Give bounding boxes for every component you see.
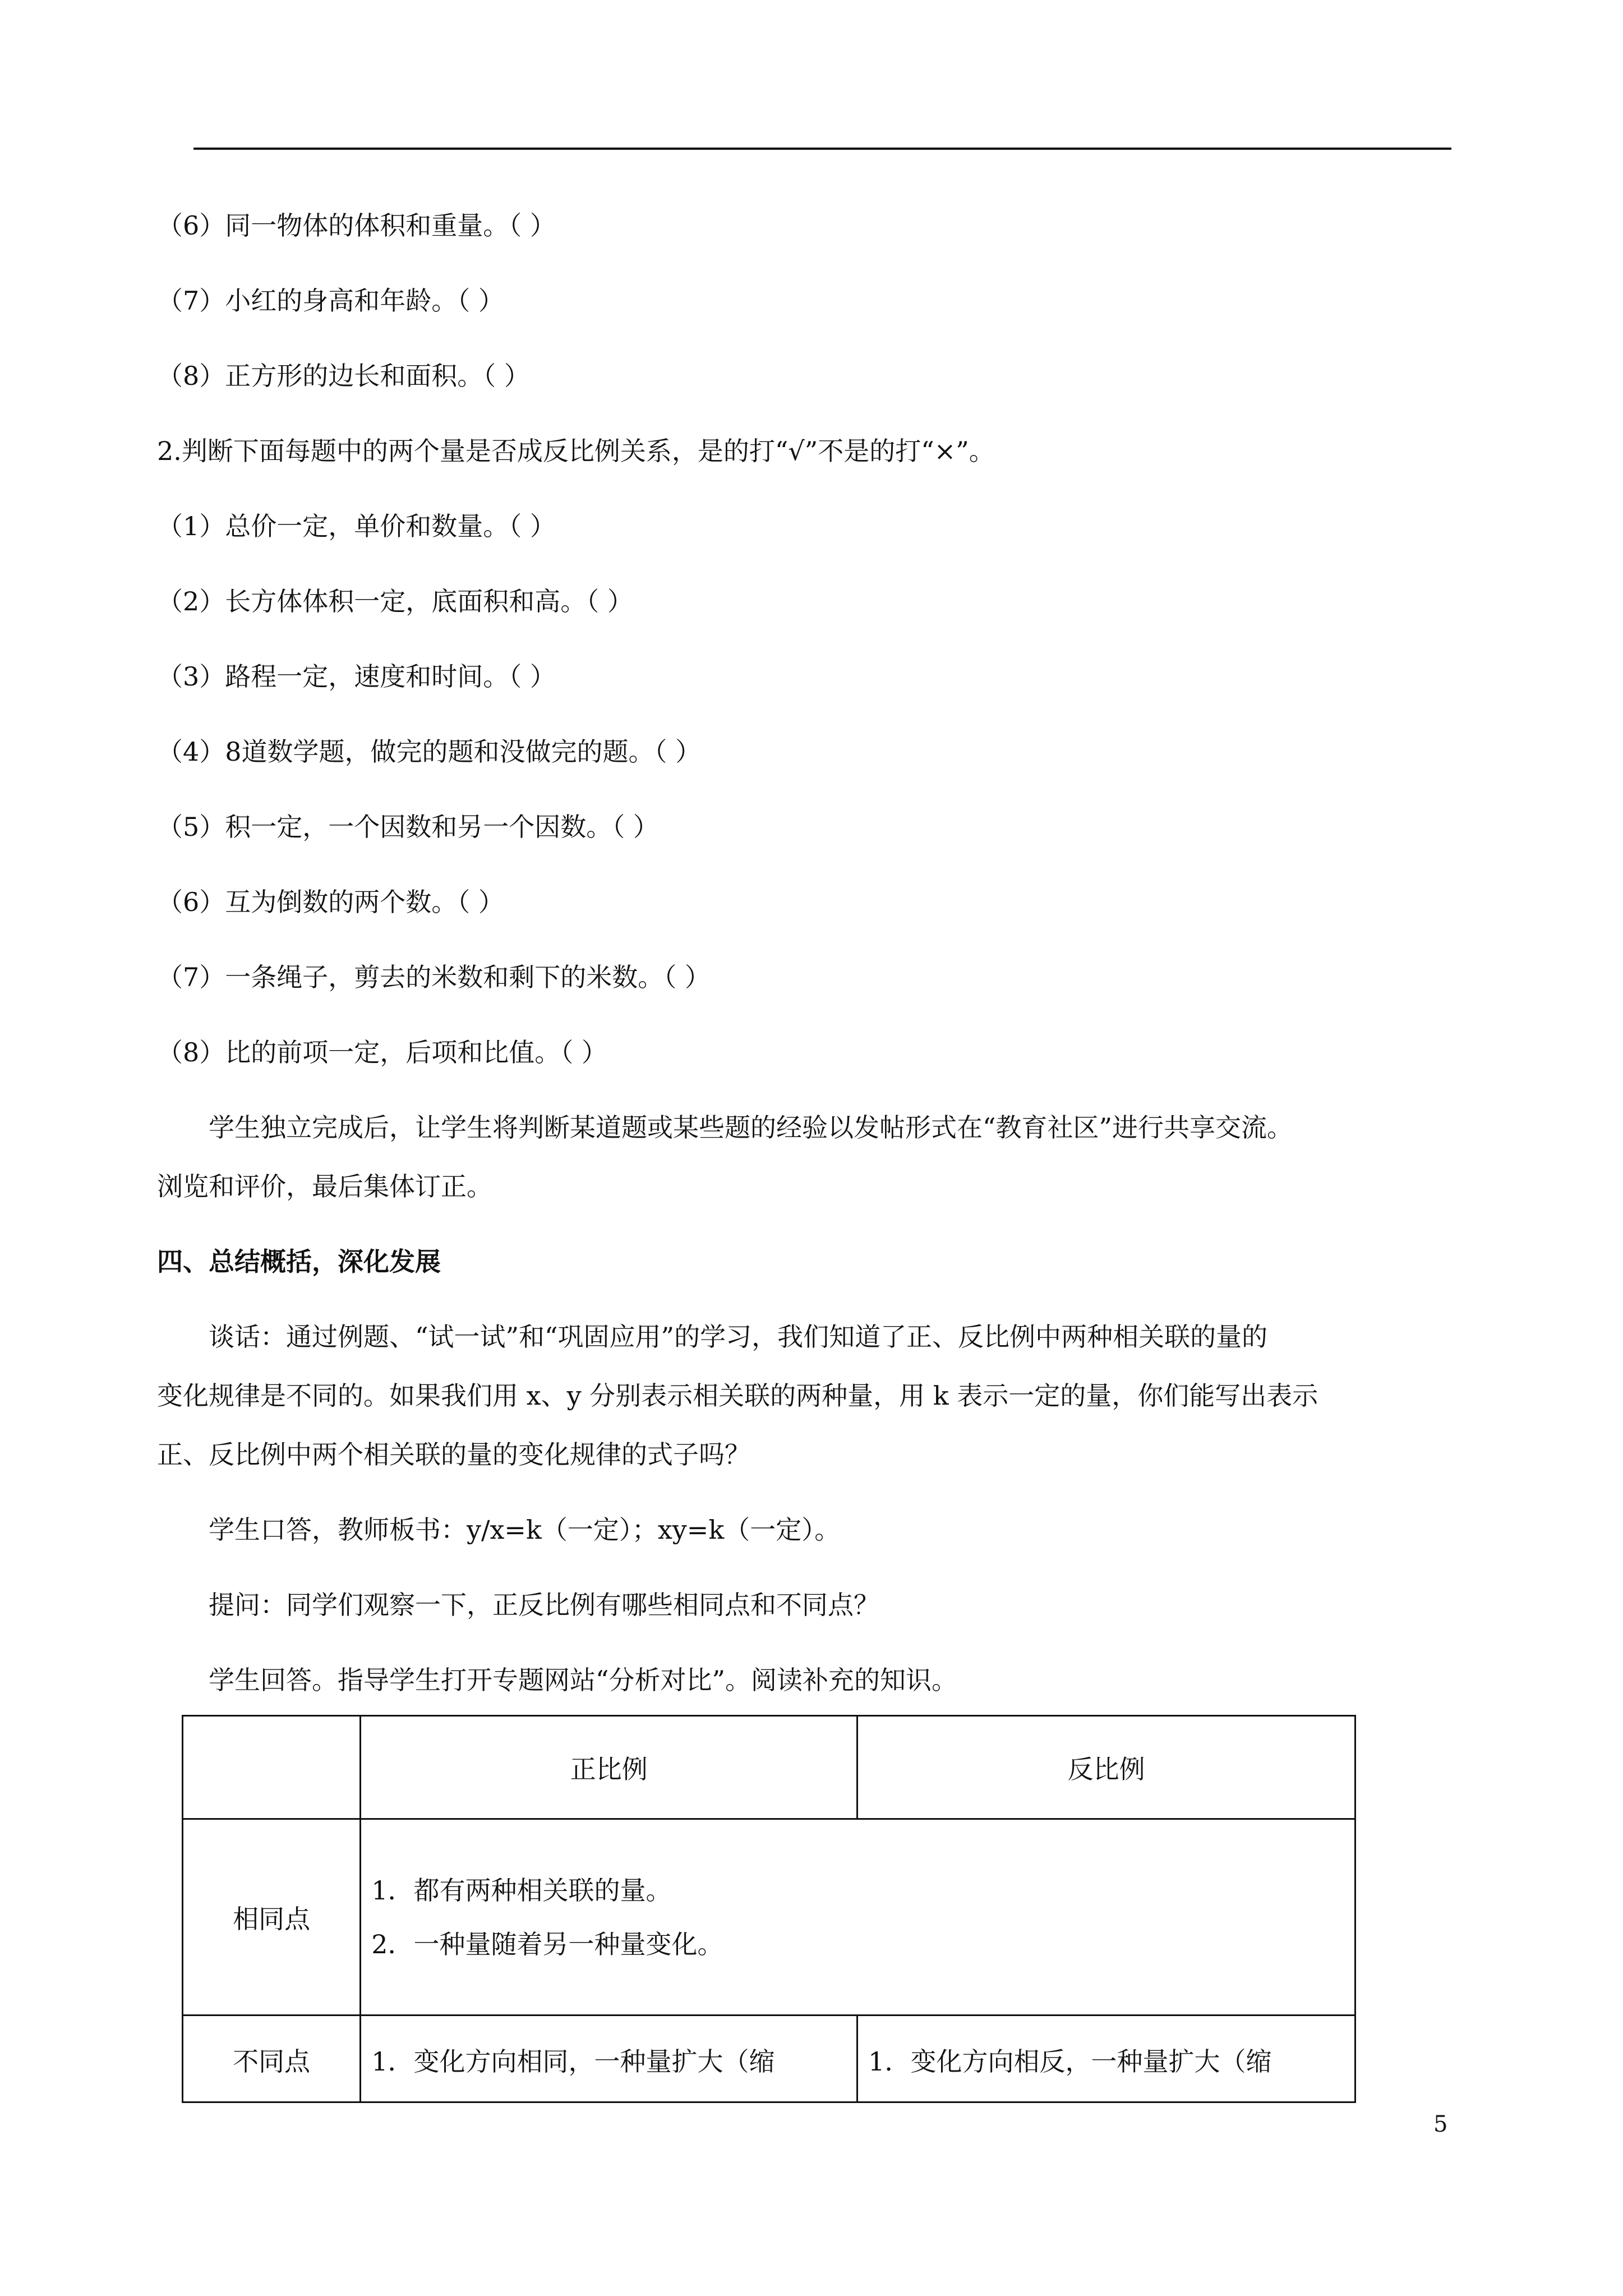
table-header-direct: 正比例	[361, 1716, 857, 1819]
q2-item-1: （1）总价一定，单价和数量。（ ）	[157, 511, 556, 541]
note-line-2: 浏览和评价，最后集体订正。	[157, 1171, 492, 1202]
section-heading: 四、总结概括，深化发展	[157, 1246, 441, 1277]
guide-line: 学生回答。指导学生打开专题网站“分析对比”。阅读补充的知识。	[209, 1665, 958, 1695]
q2-item-7: （7）一条绳子，剪去的米数和剩下的米数。（ ）	[157, 962, 711, 992]
same-label: 相同点	[183, 1819, 361, 2016]
q2-item-8: （8）比的前项一定，后项和比值。（ ）	[157, 1037, 607, 1068]
q1-item-8: （8）正方形的边长和面积。（ ）	[157, 361, 530, 391]
table-header-row	[183, 1716, 1355, 1819]
q2-title: 2.判断下面每题中的两个量是否成反比例关系，是的打“√”不是的打“×”。	[157, 436, 995, 466]
answer-line: 学生口答，教师板书：y/x=k（一定）；xy=k（一定）。	[209, 1515, 841, 1545]
q2-item-2: （2）长方体体积一定，底面积和高。（ ）	[157, 586, 633, 616]
diff-label: 不同点	[183, 2016, 361, 2102]
q2-item-6: （6）互为倒数的两个数。（ ）	[157, 887, 504, 917]
table-row-diff	[183, 2016, 1355, 2102]
question-line: 提问：同学们观察一下，正反比例有哪些相同点和不同点？	[209, 1590, 879, 1620]
table-header-empty	[183, 1716, 361, 1819]
q2-item-4: （4）8道数学题，做完的题和没做完的题。（ ）	[157, 737, 702, 767]
diff-direct: 1．变化方向相同，一种量扩大（缩	[361, 2016, 857, 2102]
page-number: 5	[1433, 2111, 1448, 2137]
q2-item-3: （3）路程一定，速度和时间。（ ）	[157, 661, 556, 692]
same-item-2: 2．一种量随着另一种量变化。	[371, 1929, 723, 1959]
q1-item-6: （6）同一物体的体积和重量。（ ）	[157, 210, 556, 241]
talk-line-2: 变化规律是不同的。如果我们用 x、y 分别表示相关联的两种量，用 k 表示一定的量，你们能写出表示	[157, 1381, 1318, 1411]
diff-inverse: 1．变化方向相反，一种量扩大（缩	[857, 2016, 1355, 2102]
same-items	[361, 1819, 1355, 2016]
q1-item-7: （7）小红的身高和年龄。（ ）	[157, 286, 504, 316]
note-line-1: 学生独立完成后，让学生将判断某道题或某些题的经验以发帖形式在“教育社区”进行共享交流。	[209, 1112, 1293, 1143]
header-rule	[193, 148, 1451, 150]
comparison-table	[182, 1715, 1356, 2103]
table-row-same	[183, 1819, 1355, 2016]
q2-item-5: （5）积一定，一个因数和另一个因数。（ ）	[157, 812, 659, 842]
talk-line-1: 谈话：通过例题、“试一试”和“巩固应用”的学习，我们知道了正、反比例中两种相关联的量的	[209, 1322, 1268, 1352]
talk-line-3: 正、反比例中两个相关联的量的变化规律的式子吗？	[157, 1439, 750, 1470]
table-header-inverse: 反比例	[857, 1716, 1355, 1819]
same-item-1: 1．都有两种相关联的量。	[371, 1875, 672, 1906]
